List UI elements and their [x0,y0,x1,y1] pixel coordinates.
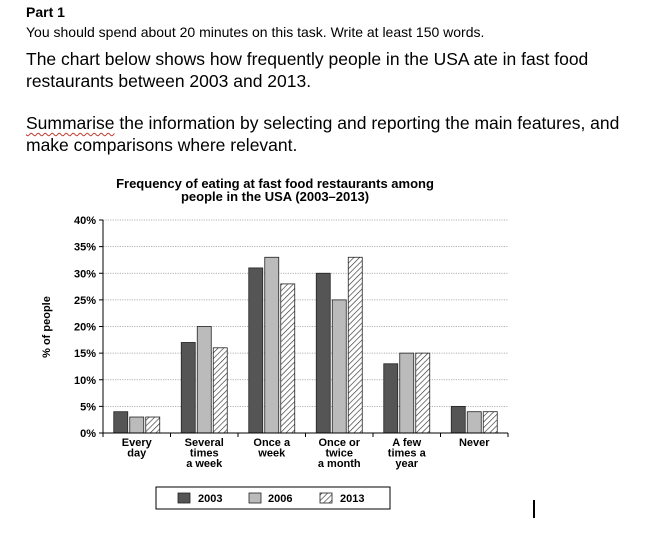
bar-2003 [384,364,398,433]
y-tick-label: 20% [73,321,96,334]
y-tick-label: 25% [73,294,96,307]
y-tick-label: 10% [73,374,96,387]
legend-label-2003: 2003 [198,493,223,505]
y-tick-label: 5% [80,401,96,414]
part-title: Part 1 [26,4,65,20]
bar-2013 [146,417,160,433]
bar-2003 [181,342,195,433]
x-tick-label: twice [325,447,354,460]
bar-2013 [281,284,295,433]
legend-swatch-2006 [249,493,261,503]
y-tick-label: 40% [73,215,96,227]
x-tick-label: a month [317,458,361,470]
y-tick-label: 35% [73,241,96,254]
spellcheck-word: Summarise [26,113,115,133]
x-tick-label: year [395,458,419,470]
x-tick-label: times [189,447,219,460]
bar-2013 [416,353,430,433]
x-tick-label: Once or [318,437,361,449]
bar-2013 [213,348,227,433]
x-tick-label: day [127,447,147,460]
y-tick-label: 15% [73,348,96,361]
x-tick-label: a week [186,458,223,470]
bar-2006 [332,300,346,433]
bar-2006 [265,257,279,433]
legend-label-2013: 2013 [340,493,365,505]
x-tick-label: Never [458,437,490,449]
y-axis-label: % of people [41,296,53,358]
task-description: The chart below shows how frequently people in the USA ate in fast food restaurants between 2003 and 2013. [26,49,589,91]
text-cursor [533,500,535,518]
bar-2006 [467,412,481,433]
bar-2006 [400,353,414,433]
x-tick-label: Several [184,437,224,449]
y-tick-label: 30% [73,268,96,281]
bar-2003 [316,273,330,433]
bar-2013 [483,412,497,433]
x-tick-label: A few [392,437,422,449]
gridlines [103,220,508,406]
instructions-text: You should spend about 20 minutes on this task. Write at least 150 words. [26,24,485,40]
bar-2003 [451,406,465,433]
legend-label-2006: 2006 [268,493,293,505]
y-tick-label: 0% [80,428,96,440]
bar-2006 [197,327,211,434]
summary-rest-text: the information by selecting and reporting the main features, and make comparisons where relevant. [26,113,620,155]
x-tick-label: Once a [253,437,291,449]
x-tick-label: week [258,447,286,460]
x-tick-label: Every [121,437,152,449]
chart-title-line1: Frequency of eating at fast food restaurants among [116,176,434,191]
legend-swatch-2003 [178,493,190,503]
chart-title-line2: people in the USA (2003–2013) [180,189,370,204]
x-tick-label: times a [387,447,426,460]
bar-2003 [114,412,128,433]
bar-2013 [348,257,362,433]
legend-swatch-2013 [320,493,332,503]
legend [156,487,390,509]
bar-2006 [130,417,144,433]
bar-2003 [249,268,263,433]
